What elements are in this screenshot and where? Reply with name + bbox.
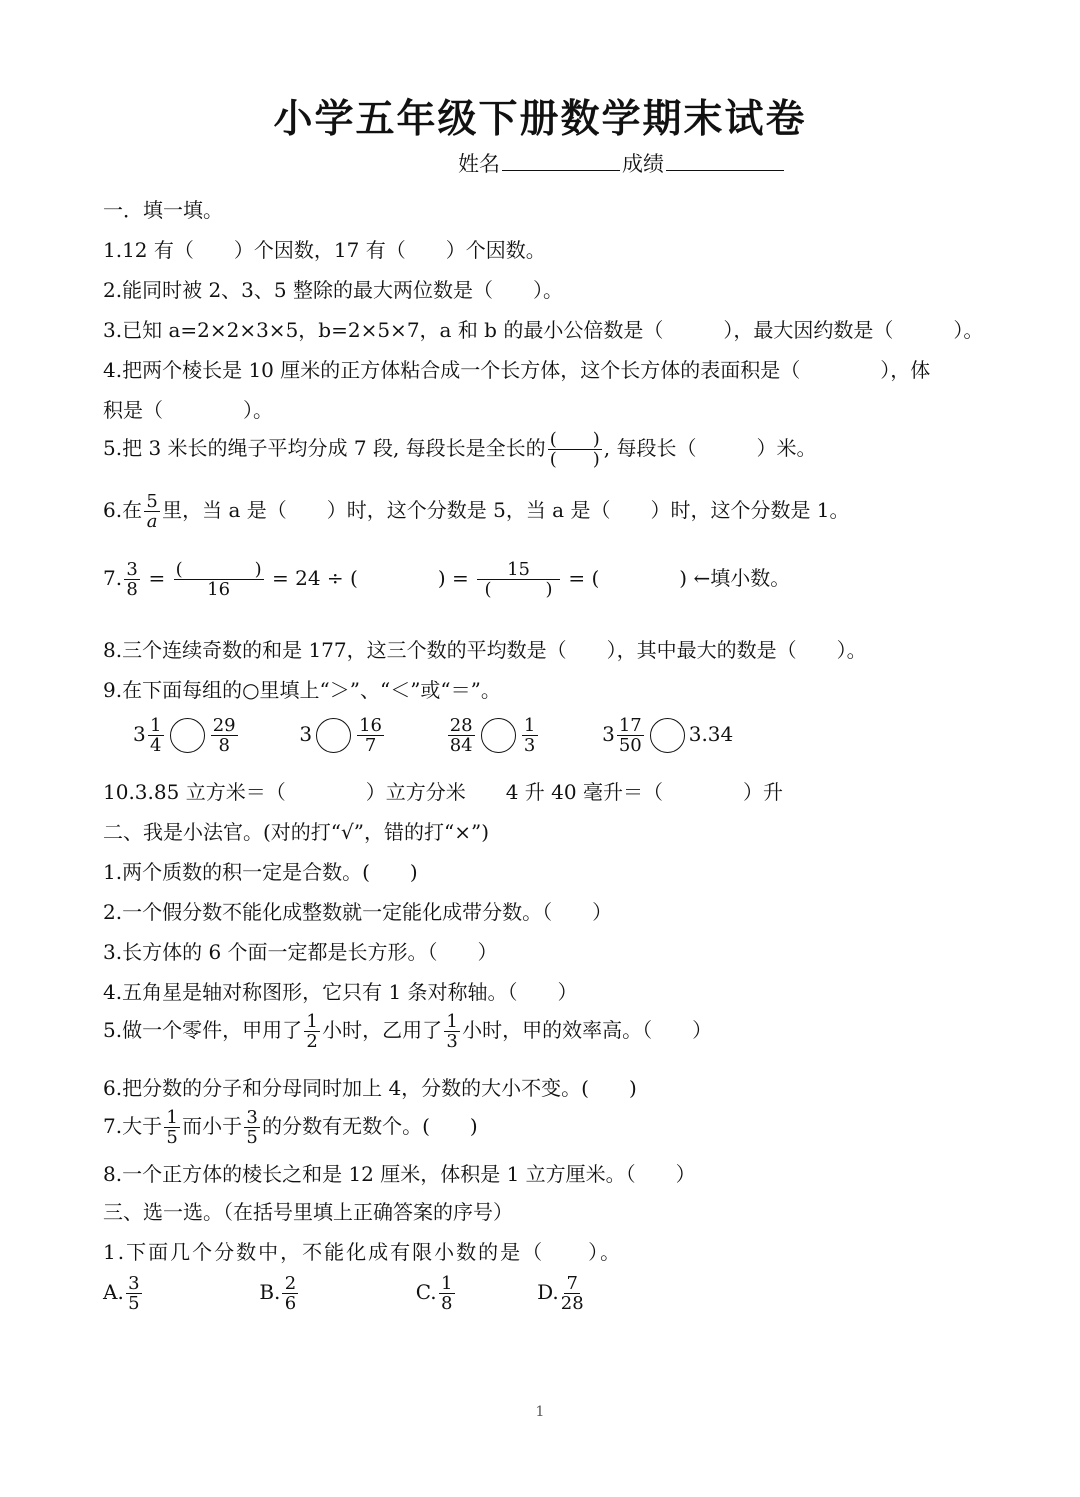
item3-right-fraction: [522, 716, 538, 755]
item3-right-numerator: 1: [522, 716, 538, 736]
q1-6-denominator: a: [146, 511, 158, 532]
item4-left-denominator: 50: [618, 735, 642, 756]
q1-7-middle: = 24 ÷ ( ) =: [271, 566, 469, 590]
q1-7-end: = ( ) ←填小数。: [568, 566, 791, 590]
question-1-5: [103, 430, 816, 469]
item1-right-denominator: 8: [218, 735, 230, 756]
q1-7-f3-denominator: ( ): [484, 579, 553, 600]
name-score-bar: [458, 148, 786, 178]
question-3-1: 1.下面几个分数中，不能化成有限小数的是（ ）。: [103, 1240, 623, 1264]
compare-item-1: [133, 716, 293, 755]
q2-5-f1-denominator: 2: [306, 1031, 318, 1052]
question-1-7: [103, 560, 790, 599]
q2-7-f1-numerator: 1: [164, 1108, 180, 1128]
q2-7-fraction-1: [164, 1108, 180, 1147]
q1-7-fraction-1: [124, 560, 140, 599]
option-d-label: D.: [537, 1280, 559, 1304]
item2-right-denominator: 7: [364, 735, 377, 756]
item3-right-denominator: 3: [523, 735, 536, 756]
option-d-fraction: [561, 1274, 584, 1313]
item2-right-fraction: [357, 716, 384, 755]
name-blank[interactable]: [502, 150, 620, 171]
q2-5-text-b: 小时，乙用了: [322, 1018, 443, 1042]
q2-5-f1-numerator: 1: [304, 1012, 320, 1032]
question-1-9-items: [133, 716, 772, 755]
section-1-heading: 一．填一填。: [103, 198, 223, 222]
q2-7-fraction-2: [244, 1108, 260, 1147]
q1-7-lead: 7.: [103, 566, 123, 590]
option-c: [416, 1274, 531, 1313]
option-d: [537, 1274, 687, 1313]
q2-7-text-c: 的分数有无数个。( ): [262, 1114, 478, 1138]
question-1-9: 9.在下面每组的○里填上“＞”、“＜”或“＝”。: [103, 678, 501, 702]
q1-7-f1-denominator: 8: [126, 579, 138, 600]
question-1-4-line1: 4.把两个棱长是 10 厘米的正方体粘合成一个长方体，这个长方体的表面积是（ ），体: [103, 358, 931, 382]
q2-5-fraction-2: [444, 1012, 460, 1051]
item4-left-fraction: [617, 716, 644, 755]
name-label: 姓名: [458, 152, 500, 176]
item4-right-value: 3.34: [688, 722, 734, 746]
item1-left-whole: 3: [133, 722, 146, 746]
compare-circle-1[interactable]: [170, 718, 205, 753]
q2-7-f2-numerator: 3: [244, 1108, 260, 1128]
question-2-1: 1.两个质数的积一定是合数。( ): [103, 860, 418, 884]
option-b-denominator: 6: [284, 1293, 297, 1314]
q2-5-text-a: 5.做一个零件，甲用了: [103, 1018, 303, 1042]
question-2-5: [103, 1012, 712, 1051]
option-c-denominator: 8: [440, 1293, 453, 1314]
item2-right-numerator: 16: [359, 715, 382, 736]
option-d-denominator: 28: [560, 1293, 584, 1314]
q2-7-f2-denominator: 5: [246, 1127, 258, 1148]
compare-circle-4[interactable]: [650, 718, 685, 753]
item1-left-denominator: 4: [150, 735, 162, 756]
question-2-7: [103, 1108, 478, 1147]
q1-6-text-a: 6.在: [103, 498, 143, 522]
q1-5-text-b: , 每段长（ ）米。: [603, 436, 817, 460]
section-3-heading: 三、选一选。（在括号里填上正确答案的序号）: [103, 1200, 513, 1224]
question-2-8: 8.一个正方体的棱长之和是 12 厘米，体积是 1 立方厘米。（ ）: [103, 1162, 696, 1186]
option-a-fraction: [126, 1274, 142, 1313]
option-c-numerator: 1: [439, 1274, 455, 1294]
q2-7-text-a: 7.大于: [103, 1114, 163, 1138]
item3-left-denominator: 84: [449, 735, 473, 756]
item4-left-numerator: 17: [618, 715, 642, 736]
q1-5-fraction: [548, 430, 602, 469]
item3-left-numerator: 28: [449, 715, 473, 736]
question-2-6: 6.把分数的分子和分母同时加上 4，分数的大小不变。( ): [103, 1076, 637, 1100]
q2-5-text-c: 小时，甲的效率高。（ ）: [462, 1018, 713, 1042]
q1-6-numerator: 5: [144, 492, 160, 512]
question-3-1-options: [103, 1274, 687, 1313]
option-d-numerator: 7: [564, 1274, 580, 1294]
q1-5-numerator: ( ): [549, 429, 600, 450]
score-blank[interactable]: [666, 150, 784, 171]
question-2-3: 3.长方体的 6 个面一定都是长方形。（ ）: [103, 940, 498, 964]
option-b: [259, 1274, 409, 1313]
question-2-4: 4.五角星是轴对称图形，它只有 1 条对称轴。（ ）: [103, 980, 578, 1004]
item1-left-fraction: [148, 716, 164, 755]
question-2-2: 2.一个假分数不能化成整数就一定能化成带分数。（ ）: [103, 900, 613, 924]
item1-left-numerator: 1: [148, 716, 164, 736]
option-b-label: B.: [259, 1280, 281, 1304]
q2-5-fraction-1: [304, 1012, 320, 1051]
compare-item-2: [299, 716, 439, 755]
page-number: 1: [535, 1404, 545, 1420]
question-1-10: 10.3.85 立方米＝（ ）立方分米 4 升 40 毫升＝（ ）升: [103, 780, 783, 804]
q1-5-denominator: ( ): [549, 449, 600, 470]
question-1-4-line2: 积是（ ）。: [103, 398, 273, 422]
option-a-numerator: 3: [126, 1274, 142, 1294]
score-label: 成绩: [622, 152, 664, 176]
q2-5-f2-denominator: 3: [446, 1031, 458, 1052]
option-b-fraction: [282, 1274, 298, 1313]
option-a-label: A.: [103, 1280, 124, 1304]
item2-left-whole: 3: [299, 722, 313, 746]
q2-7-text-b: 而小于: [182, 1114, 243, 1138]
page-title: 小学五年级下册数学期末试卷: [273, 97, 807, 142]
item1-right-numerator: 29: [212, 715, 236, 736]
question-1-3: 3.已知 a=2×2×3×5，b=2×5×7，a 和 b 的最小公倍数是（ ），最大因约数是（ ）。: [103, 318, 984, 342]
item4-left-whole: 3: [602, 722, 615, 746]
option-c-label: C.: [415, 1280, 437, 1304]
q1-7-equals: =: [148, 566, 166, 590]
question-1-6: [103, 492, 850, 531]
item1-right-fraction: [211, 716, 238, 755]
q1-6-text-b: 里，当 a 是（ ）时，这个分数是 5，当 a 是（ ）时，这个分数是 1。: [162, 498, 850, 522]
q2-7-f1-denominator: 5: [166, 1127, 178, 1148]
compare-item-3: [446, 716, 596, 755]
option-a: [103, 1274, 253, 1313]
item3-left-fraction: [448, 716, 475, 755]
question-1-8: 8.三个连续奇数的和是 177，这三个数的平均数是（ ），其中最大的数是（ ）。: [103, 638, 867, 662]
q1-7-f2-numerator: ( ): [175, 559, 262, 580]
option-a-denominator: 5: [128, 1293, 140, 1314]
q1-7-fraction-3: [477, 560, 560, 599]
question-1-2: 2.能同时被 2、3、5 整除的最大两位数是（ ）。: [103, 278, 563, 302]
compare-circle-2[interactable]: [316, 718, 351, 753]
section-2-heading: 二、我是小法官。(对的打“√”，错的打“×”): [103, 820, 490, 844]
q1-7-f1-numerator: 3: [124, 560, 140, 580]
compare-circle-3[interactable]: [481, 718, 516, 753]
question-1-1: 1.12 有（ ）个因数，17 有（ ）个因数。: [103, 238, 546, 262]
q1-7-fraction-2: [174, 560, 264, 599]
q2-5-f2-numerator: 1: [444, 1012, 460, 1032]
q1-7-f3-numerator: 15: [477, 560, 560, 580]
q1-5-text-a: 5.把 3 米长的绳子平均分成 7 段, 每段长是全长的: [103, 436, 546, 460]
option-b-numerator: 2: [282, 1274, 298, 1294]
q1-7-f2-denominator: 16: [207, 579, 231, 600]
compare-item-4: [602, 716, 772, 755]
q1-6-fraction: [144, 492, 160, 531]
option-c-fraction: [439, 1274, 455, 1313]
